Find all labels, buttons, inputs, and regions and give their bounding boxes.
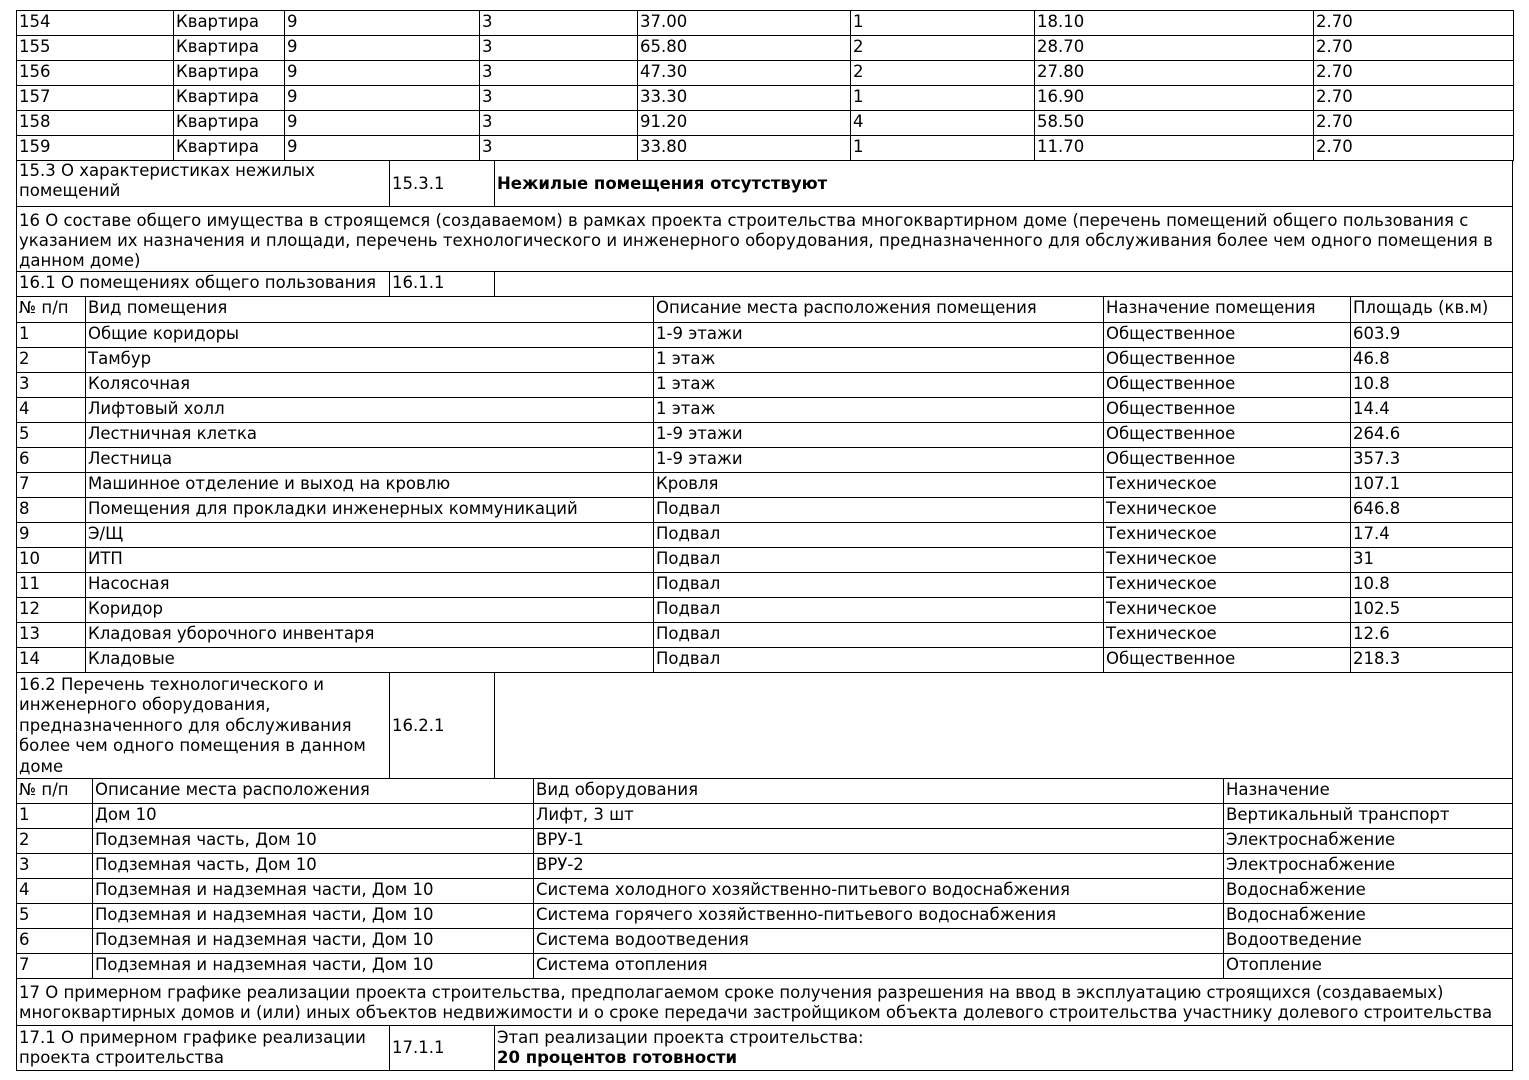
apartment-type-cell: Квартира — [174, 111, 285, 136]
premises-row — [17, 648, 1513, 673]
premises-type-cell: Помещения для прокладки инженерных коммуникаций — [86, 498, 654, 523]
apartment-number-cell: 159 — [17, 136, 174, 161]
premises-type-cell: Колясочная — [86, 373, 654, 398]
premises-number-cell: 1 — [17, 323, 86, 348]
apartment-type-cell: Квартира — [174, 86, 285, 111]
equipment-location-cell: Подземная и надземная части, Дом 10 — [93, 904, 534, 929]
section-16 — [16, 206, 1513, 272]
premises-location-cell: 1 этаж — [654, 398, 1104, 423]
apartment-row — [17, 111, 1514, 136]
premises-purpose-cell: Техническое — [1104, 523, 1351, 548]
premises-purpose-cell: Общественное — [1104, 448, 1351, 473]
premises-purpose-cell: Общественное — [1104, 423, 1351, 448]
apartment-row — [17, 136, 1514, 161]
premises-number-cell: 5 — [17, 423, 86, 448]
premises-table — [16, 296, 1513, 673]
premises-location-cell: Кровля — [654, 473, 1104, 498]
equipment-row — [17, 804, 1513, 829]
section-16-2-value — [495, 673, 1513, 779]
equipment-header-purpose: Назначение — [1224, 779, 1513, 804]
document-page — [16, 10, 1513, 1071]
apartment-living-area-cell: 16.90 — [1035, 86, 1314, 111]
premises-area-cell: 357.3 — [1351, 448, 1513, 473]
equipment-table — [16, 778, 1513, 979]
premises-number-cell: 11 — [17, 573, 86, 598]
apartment-living-area-cell: 18.10 — [1035, 11, 1314, 36]
equipment-row — [17, 854, 1513, 879]
premises-number-cell: 8 — [17, 498, 86, 523]
apartment-number-cell: 157 — [17, 86, 174, 111]
equipment-number-cell: 6 — [17, 929, 93, 954]
apartment-row — [17, 86, 1514, 111]
section-16-1 — [16, 271, 1513, 297]
equipment-location-cell: Подземная и надземная части, Дом 10 — [93, 954, 534, 979]
apartment-rooms-cell: 1 — [851, 136, 1035, 161]
equipment-purpose-cell: Водоснабжение — [1224, 904, 1513, 929]
premises-row — [17, 573, 1513, 598]
apartment-type-cell: Квартира — [174, 136, 285, 161]
apartment-living-area-cell: 11.70 — [1035, 136, 1314, 161]
equipment-number-cell: 1 — [17, 804, 93, 829]
premises-purpose-cell: Общественное — [1104, 348, 1351, 373]
equipment-header-row — [17, 779, 1513, 804]
premises-purpose-cell: Техническое — [1104, 598, 1351, 623]
premises-location-cell: 1-9 этажи — [654, 448, 1104, 473]
section-16-2-code: 16.2.1 — [390, 673, 495, 779]
premises-location-cell: Подвал — [654, 623, 1104, 648]
premises-type-cell: Тамбур — [86, 348, 654, 373]
equipment-header-location: Описание места расположения — [93, 779, 534, 804]
premises-row — [17, 598, 1513, 623]
apartment-row — [17, 61, 1514, 86]
equipment-type-cell: ВРУ-1 — [534, 829, 1224, 854]
premises-area-cell: 603.9 — [1351, 323, 1513, 348]
equipment-type-cell: Лифт, 3 шт — [534, 804, 1224, 829]
premises-type-cell: Машинное отделение и выход на кровлю — [86, 473, 654, 498]
apartment-area-cell: 65.80 — [638, 36, 851, 61]
apartment-number-cell: 156 — [17, 61, 174, 86]
apartment-ceiling-cell: 2.70 — [1314, 136, 1514, 161]
equipment-number-cell: 5 — [17, 904, 93, 929]
section-16-1-code: 16.1.1 — [390, 272, 495, 297]
premises-row — [17, 498, 1513, 523]
apartment-area-cell: 91.20 — [638, 111, 851, 136]
premises-area-cell: 102.5 — [1351, 598, 1513, 623]
apartment-section-cell: 3 — [480, 136, 638, 161]
equipment-number-cell: 3 — [17, 854, 93, 879]
apartment-floors-cell: 9 — [285, 61, 480, 86]
section-17-1-label: 17.1 О примерном графике реализации проекта строительства — [17, 1026, 390, 1071]
equipment-type-cell: Система отопления — [534, 954, 1224, 979]
premises-type-cell: Кладовая уборочного инвентаря — [86, 623, 654, 648]
premises-row — [17, 523, 1513, 548]
apartment-floors-cell: 9 — [285, 136, 480, 161]
premises-location-cell: Подвал — [654, 648, 1104, 673]
premises-type-cell: Кладовые — [86, 648, 654, 673]
apartment-rooms-cell: 2 — [851, 36, 1035, 61]
equipment-location-cell: Дом 10 — [93, 804, 534, 829]
section-15-3-value: Нежилые помещения отсутствуют — [495, 161, 1513, 207]
premises-purpose-cell: Техническое — [1104, 573, 1351, 598]
premises-area-cell: 264.6 — [1351, 423, 1513, 448]
premises-number-cell: 2 — [17, 348, 86, 373]
apartment-row — [17, 36, 1514, 61]
apartment-type-cell: Квартира — [174, 11, 285, 36]
premises-number-cell: 3 — [17, 373, 86, 398]
premises-area-cell: 10.8 — [1351, 373, 1513, 398]
apartment-section-cell: 3 — [480, 86, 638, 111]
equipment-type-cell: Система водоотведения — [534, 929, 1224, 954]
section-17 — [16, 978, 1513, 1026]
apartment-section-cell: 3 — [480, 36, 638, 61]
premises-row — [17, 548, 1513, 573]
apartments-table — [16, 10, 1514, 161]
section-16-1-value — [495, 272, 1513, 297]
premises-area-cell: 107.1 — [1351, 473, 1513, 498]
equipment-number-cell: 2 — [17, 829, 93, 854]
section-17-1 — [16, 1025, 1513, 1071]
apartment-type-cell: Квартира — [174, 36, 285, 61]
apartment-living-area-cell: 58.50 — [1035, 111, 1314, 136]
premises-type-cell: Лестничная клетка — [86, 423, 654, 448]
section-17-1-code: 17.1.1 — [390, 1026, 495, 1071]
equipment-row — [17, 954, 1513, 979]
premises-number-cell: 4 — [17, 398, 86, 423]
apartment-number-cell: 154 — [17, 11, 174, 36]
premises-header-area: Площадь (кв.м) — [1351, 297, 1513, 323]
apartment-row — [17, 11, 1514, 36]
stage-value: 20 процентов готовности — [497, 1048, 738, 1067]
premises-purpose-cell: Техническое — [1104, 473, 1351, 498]
apartment-type-cell: Квартира — [174, 61, 285, 86]
equipment-location-cell: Подземная и надземная части, Дом 10 — [93, 879, 534, 904]
section-16-2-label: 16.2 Перечень технологического и инженерного оборудования, предназначенного для обслуживания более чем одного помещения в данном доме — [17, 673, 390, 779]
apartment-number-cell: 155 — [17, 36, 174, 61]
premises-location-cell: Подвал — [654, 598, 1104, 623]
equipment-purpose-cell: Водоснабжение — [1224, 879, 1513, 904]
premises-location-cell: 1-9 этажи — [654, 323, 1104, 348]
equipment-purpose-cell: Отопление — [1224, 954, 1513, 979]
premises-area-cell: 46.8 — [1351, 348, 1513, 373]
premises-header-location: Описание места расположения помещения — [654, 297, 1104, 323]
apartment-floors-cell: 9 — [285, 36, 480, 61]
apartment-living-area-cell: 28.70 — [1035, 36, 1314, 61]
apartment-ceiling-cell: 2.70 — [1314, 111, 1514, 136]
premises-area-cell: 646.8 — [1351, 498, 1513, 523]
apartment-area-cell: 33.80 — [638, 136, 851, 161]
premises-area-cell: 31 — [1351, 548, 1513, 573]
premises-purpose-cell: Техническое — [1104, 623, 1351, 648]
premises-location-cell: Подвал — [654, 523, 1104, 548]
equipment-number-cell: 4 — [17, 879, 93, 904]
section-16-heading: 16 О составе общего имущества в строящемся (создаваемом) в рамках проекта строительства многоквартирном доме (перечень помещений общего пользования с указанием их назначения и площади, перечень технологического и инженерного оборудования, предназначенного для обслуживания более чем одного помещения в данном доме) — [17, 207, 1513, 272]
premises-row — [17, 398, 1513, 423]
premises-type-cell: Общие коридоры — [86, 323, 654, 348]
premises-area-cell: 218.3 — [1351, 648, 1513, 673]
equipment-row — [17, 904, 1513, 929]
premises-row — [17, 473, 1513, 498]
premises-type-cell: Коридор — [86, 598, 654, 623]
premises-purpose-cell: Общественное — [1104, 323, 1351, 348]
premises-type-cell: Э/Щ — [86, 523, 654, 548]
premises-location-cell: Подвал — [654, 573, 1104, 598]
apartment-living-area-cell: 27.80 — [1035, 61, 1314, 86]
equipment-number-cell: 7 — [17, 954, 93, 979]
premises-purpose-cell: Общественное — [1104, 373, 1351, 398]
equipment-row — [17, 829, 1513, 854]
section-16-1-label: 16.1 О помещениях общего пользования — [17, 272, 390, 297]
apartment-area-cell: 47.30 — [638, 61, 851, 86]
apartment-section-cell: 3 — [480, 61, 638, 86]
premises-location-cell: 1 этаж — [654, 348, 1104, 373]
premises-number-cell: 12 — [17, 598, 86, 623]
equipment-purpose-cell: Водоотведение — [1224, 929, 1513, 954]
premises-location-cell: 1 этаж — [654, 373, 1104, 398]
equipment-header-number: № п/п — [17, 779, 93, 804]
equipment-purpose-cell: Электроснабжение — [1224, 854, 1513, 879]
apartment-ceiling-cell: 2.70 — [1314, 61, 1514, 86]
premises-number-cell: 7 — [17, 473, 86, 498]
apartment-ceiling-cell: 2.70 — [1314, 11, 1514, 36]
apartment-floors-cell: 9 — [285, 11, 480, 36]
section-17-1-value — [495, 1026, 1513, 1071]
premises-location-cell: 1-9 этажи — [654, 423, 1104, 448]
apartment-rooms-cell: 4 — [851, 111, 1035, 136]
premises-number-cell: 6 — [17, 448, 86, 473]
premises-row — [17, 323, 1513, 348]
equipment-location-cell: Подземная и надземная части, Дом 10 — [93, 929, 534, 954]
equipment-type-cell: Система холодного хозяйственно-питьевого водоснабжения — [534, 879, 1224, 904]
premises-type-cell: Лестница — [86, 448, 654, 473]
premises-type-cell: Лифтовый холл — [86, 398, 654, 423]
equipment-row — [17, 879, 1513, 904]
apartment-section-cell: 3 — [480, 11, 638, 36]
apartment-number-cell: 158 — [17, 111, 174, 136]
equipment-type-cell: Система горячего хозяйственно-питьевого водоснабжения — [534, 904, 1224, 929]
premises-purpose-cell: Техническое — [1104, 548, 1351, 573]
apartment-ceiling-cell: 2.70 — [1314, 86, 1514, 111]
premises-purpose-cell: Техническое — [1104, 498, 1351, 523]
equipment-type-cell: ВРУ-2 — [534, 854, 1224, 879]
equipment-purpose-cell: Вертикальный транспорт — [1224, 804, 1513, 829]
premises-type-cell: Насосная — [86, 573, 654, 598]
apartment-area-cell: 37.00 — [638, 11, 851, 36]
premises-header-purpose: Назначение помещения — [1104, 297, 1351, 323]
premises-purpose-cell: Общественное — [1104, 648, 1351, 673]
section-15-3-code: 15.3.1 — [390, 161, 495, 207]
apartment-floors-cell: 9 — [285, 86, 480, 111]
equipment-header-type: Вид оборудования — [534, 779, 1224, 804]
premises-area-cell: 10.8 — [1351, 573, 1513, 598]
premises-type-cell: ИТП — [86, 548, 654, 573]
section-16-2 — [16, 672, 1513, 779]
equipment-purpose-cell: Электроснабжение — [1224, 829, 1513, 854]
equipment-location-cell: Подземная часть, Дом 10 — [93, 854, 534, 879]
premises-header-number: № п/п — [17, 297, 86, 323]
premises-number-cell: 14 — [17, 648, 86, 673]
premises-area-cell: 12.6 — [1351, 623, 1513, 648]
section-15-3 — [16, 160, 1513, 207]
apartment-area-cell: 33.30 — [638, 86, 851, 111]
premises-row — [17, 423, 1513, 448]
premises-row — [17, 623, 1513, 648]
premises-header-type: Вид помещения — [86, 297, 654, 323]
premises-number-cell: 10 — [17, 548, 86, 573]
premises-number-cell: 9 — [17, 523, 86, 548]
apartment-section-cell: 3 — [480, 111, 638, 136]
apartment-rooms-cell: 1 — [851, 11, 1035, 36]
apartment-rooms-cell: 2 — [851, 61, 1035, 86]
premises-number-cell: 13 — [17, 623, 86, 648]
equipment-location-cell: Подземная часть, Дом 10 — [93, 829, 534, 854]
apartment-ceiling-cell: 2.70 — [1314, 36, 1514, 61]
premises-location-cell: Подвал — [654, 548, 1104, 573]
premises-header-row — [17, 297, 1513, 323]
premises-row — [17, 448, 1513, 473]
premises-area-cell: 17.4 — [1351, 523, 1513, 548]
section-17-heading: 17 О примерном графике реализации проекта строительства, предполагаемом сроке получения разрешения на ввод в эксплуатацию строящихся (создаваемых) многоквартирных домов и (или) иных объектов недвижимости и о сроке передачи застройщиком объекта долевого строительства участнику долевого строительства — [17, 979, 1513, 1026]
apartment-rooms-cell: 1 — [851, 86, 1035, 111]
premises-location-cell: Подвал — [654, 498, 1104, 523]
stage-label: Этап реализации проекта строительства: — [497, 1028, 864, 1047]
premises-purpose-cell: Общественное — [1104, 398, 1351, 423]
apartment-floors-cell: 9 — [285, 111, 480, 136]
premises-area-cell: 14.4 — [1351, 398, 1513, 423]
premises-row — [17, 373, 1513, 398]
equipment-row — [17, 929, 1513, 954]
section-15-3-label: 15.3 О характеристиках нежилых помещений — [17, 161, 390, 207]
premises-row — [17, 348, 1513, 373]
